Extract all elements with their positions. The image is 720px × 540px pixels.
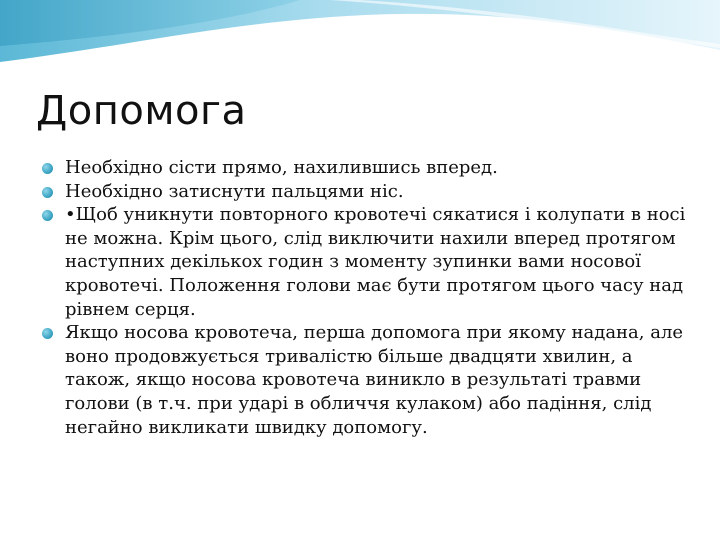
bullet-text: •Щоб уникнути повторного кровотечі сякатися і колупати в носі не можна. Крім цього, слід виключити нахили вперед протягом наступних декількох годин з моменту зупинки вами носової кровотечі. Положення голови має бути протягом цього часу над рівнем серця. xyxy=(65,204,686,320)
bullet-text: Необхідно сісти прямо, нахилившись вперед. xyxy=(65,157,498,178)
circle-bullet-icon xyxy=(42,187,53,198)
bullet-list xyxy=(40,156,690,439)
bullet-text: Необхідно затиснути пальцями ніс. xyxy=(65,180,404,202)
slide-title: Допомога xyxy=(36,88,247,134)
header-wave-decoration xyxy=(0,0,720,90)
circle-bullet-icon xyxy=(42,210,53,221)
list-item xyxy=(40,203,690,321)
circle-bullet-icon xyxy=(42,163,53,174)
bullet-text: Якщо носова кровотеча, перша допомога при якому надана, але воно продовжується тривалістю більше двадцяти хвилин, а також, якщо носова кровотеча виникло в результаті травми голови (в т.ч. при ударі в обличчя кулаком) або падіння, слід негайно викликати швидку допомогу. xyxy=(65,322,684,438)
list-item xyxy=(40,321,690,439)
circle-bullet-icon xyxy=(42,328,53,339)
list-item xyxy=(40,156,690,180)
list-item xyxy=(40,180,690,204)
